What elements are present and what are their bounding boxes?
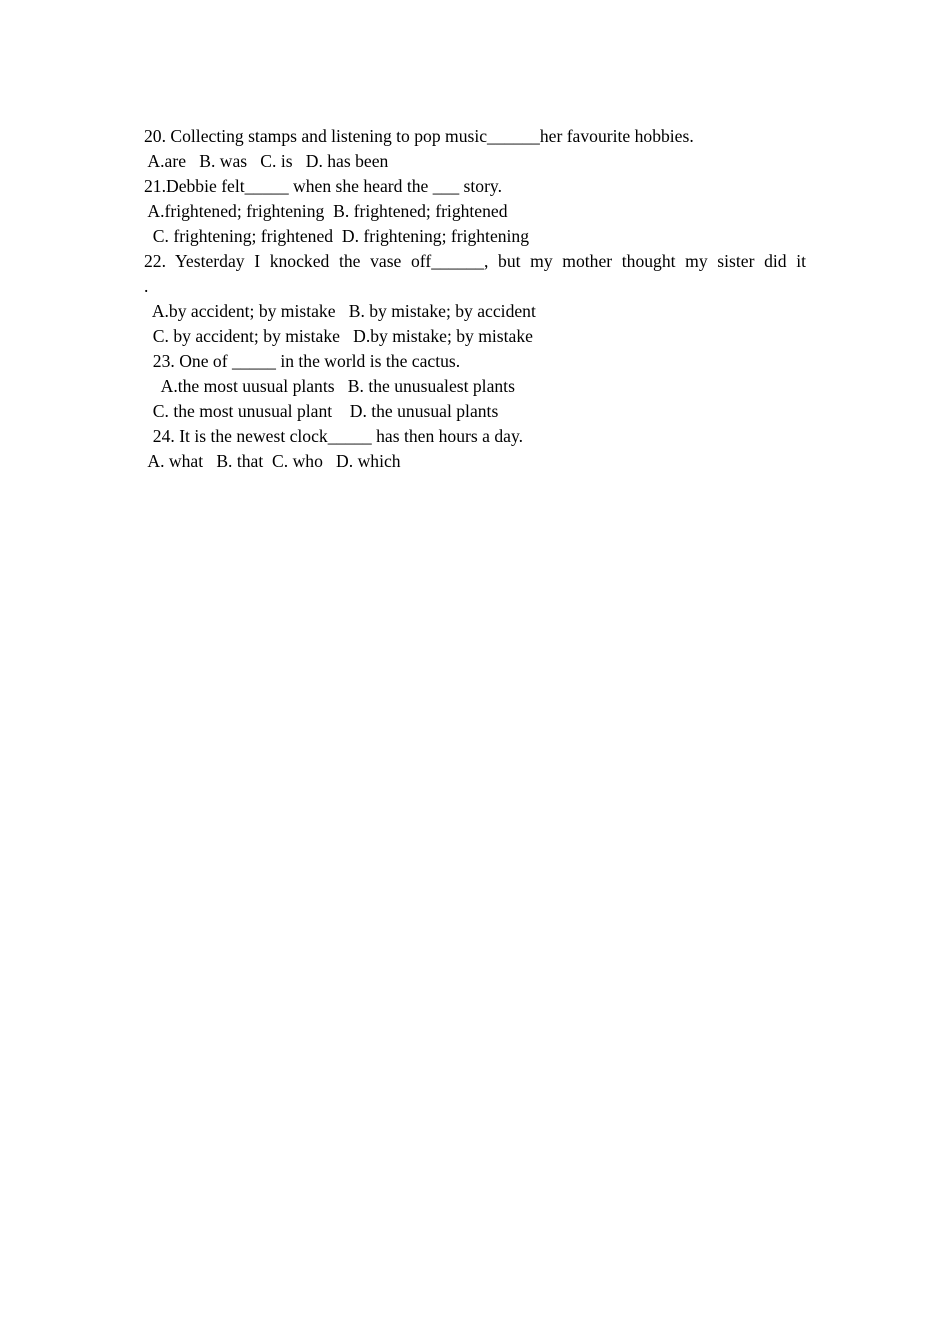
question-23-text: 23. One of _____ in the world is the cactus. — [144, 351, 461, 371]
question-block — [144, 124, 806, 474]
question-20-options: A.are B. was C. is D. has been — [144, 151, 389, 171]
question-23-options-cd: C. the most unusual plant D. the unusual plants — [144, 401, 499, 421]
question-21-options-cd: C. frightening; frightened D. frightening; frightening — [144, 226, 530, 246]
question-22-text-continued: . — [144, 276, 149, 296]
question-22-text: 22. Yesterday I knocked the vase off______, but my mother thought my sister did it — [144, 251, 806, 271]
question-22-options-cd: C. by accident; by mistake D.by mistake; by mistake — [144, 326, 533, 346]
question-21-text: 21.Debbie felt_____ when she heard the ___ story. — [144, 176, 502, 196]
question-24-options: A. what B. that C. who D. which — [144, 451, 401, 471]
question-24-text: 24. It is the newest clock_____ has then hours a day. — [144, 426, 523, 446]
question-20-text: 20. Collecting stamps and listening to pop music______her favourite hobbies. — [144, 126, 694, 146]
question-21-options-ab: A.frightened; frightening B. frightened; frightened — [144, 201, 508, 221]
question-22-options-ab: A.by accident; by mistake B. by mistake; by accident — [144, 301, 536, 321]
question-23-options-ab: A.the most uusual plants B. the unusualest plants — [144, 376, 515, 396]
